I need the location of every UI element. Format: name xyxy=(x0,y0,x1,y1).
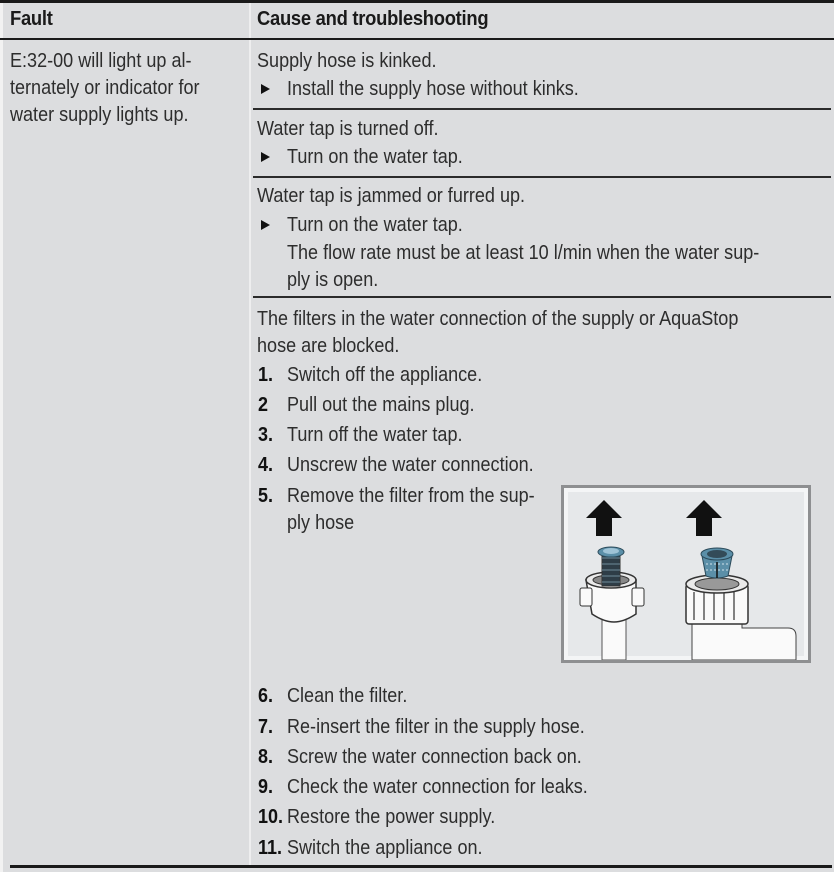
step-text: Restore the power supply. xyxy=(287,805,496,828)
step-number: 2 xyxy=(258,394,269,416)
cause-divider xyxy=(253,296,831,298)
table-left-edge xyxy=(0,0,3,872)
step-text: Pull out the mains plug. xyxy=(287,393,475,416)
top-rule xyxy=(0,0,834,3)
cause-text: Supply hose is kinked. xyxy=(257,49,437,72)
header-rule xyxy=(0,38,834,40)
step-text: Switch the appliance on. xyxy=(287,836,483,859)
fault-text-line: water supply lights up. xyxy=(10,103,189,126)
fault-text-line: ternately or indicator for xyxy=(10,76,200,99)
cause-text: The filters in the water connection of the supply or AquaStop xyxy=(257,307,739,330)
step-number: 3. xyxy=(258,424,274,446)
step-text: Re-insert the filter in the supply hose. xyxy=(287,715,585,738)
step-text: Unscrew the water connection. xyxy=(287,453,534,476)
bullet-triangle-icon xyxy=(261,84,270,94)
bullet-triangle-icon xyxy=(261,220,270,230)
step-text: Clean the filter. xyxy=(287,684,408,707)
step-number: 10. xyxy=(258,806,284,828)
action-text: Turn on the water tap. xyxy=(287,213,463,236)
note-text: ply is open. xyxy=(287,268,379,291)
filter-removal-diagram-icon xyxy=(564,488,808,660)
filter-removal-illustration xyxy=(561,485,811,663)
step-text: Screw the water connection back on. xyxy=(287,745,582,768)
column-separator xyxy=(249,3,251,865)
cause-text: hose are blocked. xyxy=(257,334,400,357)
step-number: 7. xyxy=(258,716,274,738)
note-text: The flow rate must be at least 10 l/min when the water sup- xyxy=(287,241,760,264)
cause-divider xyxy=(253,176,831,178)
step-number: 5. xyxy=(258,485,274,507)
step-number: 1. xyxy=(258,364,274,386)
fault-text-line: E:32-00 will light up al- xyxy=(10,49,192,72)
action-text: Turn on the water tap. xyxy=(287,145,463,168)
cause-text: Water tap is turned off. xyxy=(257,117,439,140)
step-text: Check the water connection for leaks. xyxy=(287,775,588,798)
step-number: 4. xyxy=(258,454,274,476)
header-cause: Cause and troubleshooting xyxy=(257,8,489,30)
step-text: Switch off the appliance. xyxy=(287,363,483,386)
bottom-rule xyxy=(10,865,832,868)
action-text: Install the supply hose without kinks. xyxy=(287,77,579,100)
step-number: 8. xyxy=(258,746,274,768)
step-number: 11. xyxy=(258,837,283,859)
step-number: 9. xyxy=(258,776,274,798)
cause-divider xyxy=(253,108,831,110)
step-text: Remove the filter from the sup- xyxy=(287,484,535,507)
bullet-triangle-icon xyxy=(261,152,270,162)
step-text: Turn off the water tap. xyxy=(287,423,463,446)
cause-text: Water tap is jammed or furred up. xyxy=(257,184,526,207)
step-text: ply hose xyxy=(287,511,355,534)
step-number: 6. xyxy=(258,685,274,707)
header-fault: Fault xyxy=(10,8,53,30)
